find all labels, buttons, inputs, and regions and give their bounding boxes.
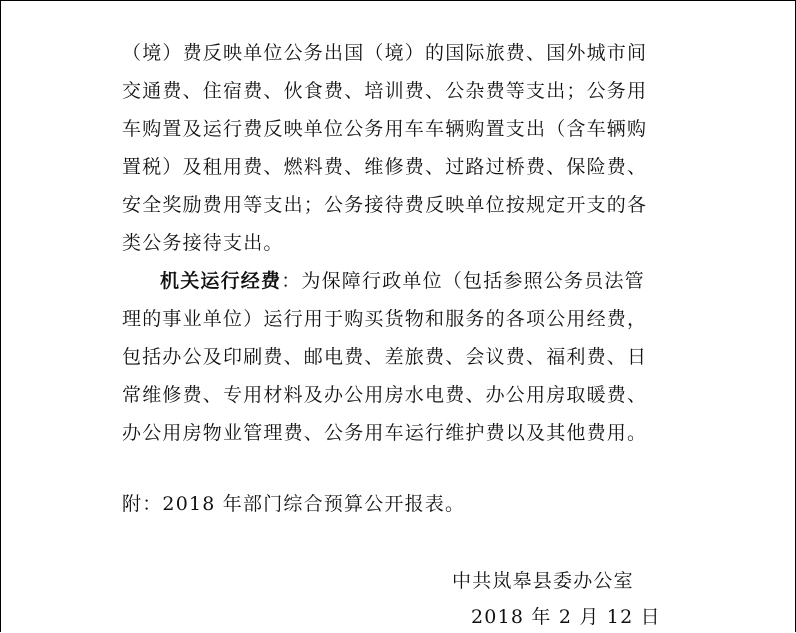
- paragraph1-line-1: （境）费反映单位公务出国（境）的国际旅费、国外城市间: [122, 42, 648, 64]
- paragraph1-line-4: 置税）及租用费、燃料费、维修费、过路过桥费、保险费、: [122, 156, 648, 178]
- paragraph1-line-2: 交通费、住宿费、伙食费、培训费、公杂费等支出；公务用: [122, 80, 648, 102]
- paragraph2-line-4: 常维修费、专用材料及办公用房水电费、办公用房取暖费、: [122, 384, 648, 406]
- paragraph2-line-3: 包括办公及印刷费、邮电费、差旅费、会议费、福利费、日: [122, 346, 648, 368]
- term-heading: 机关运行经费: [160, 270, 282, 292]
- term-definition-start: ：为保障行政单位（包括参照公务员法管: [281, 270, 645, 292]
- paragraph1-line-6: 类公务接待支出。: [122, 232, 284, 254]
- signature-org: 中共岚皋县委办公室: [452, 570, 634, 592]
- attachment-note: 附：2018 年部门综合预算公开报表。: [122, 493, 466, 515]
- paragraph1-line-5: 安全奖励费用等支出；公务接待费反映单位按规定开支的各: [122, 194, 648, 216]
- paragraph2-line-5: 办公用房物业管理费、公务用车运行维护费以及其他费用。: [122, 422, 648, 444]
- signature-date: 2018 年 2 月 12 日: [471, 606, 661, 628]
- paragraph2-first-line: [160, 266, 645, 293]
- paragraph1-line-3: 车购置及运行费反映单位公务用车车辆购置支出（含车辆购: [122, 118, 648, 140]
- paragraph2-line-2: 理的事业单位）运行用于购买货物和服务的各项公用经费，: [122, 308, 648, 330]
